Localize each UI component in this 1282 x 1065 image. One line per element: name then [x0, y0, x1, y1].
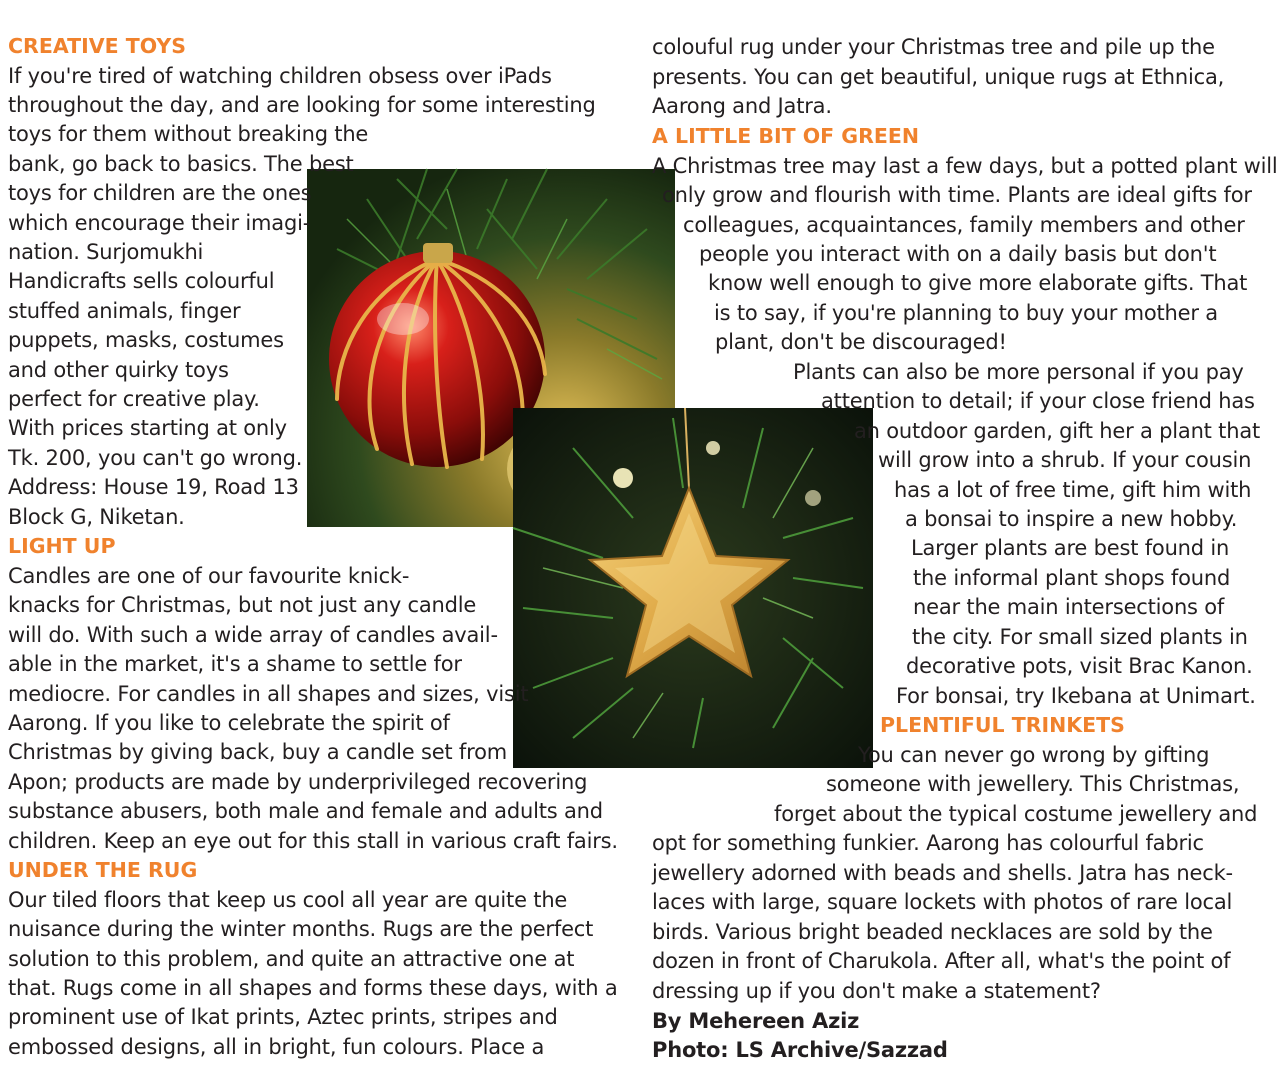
text-line: is to say, if you're planning to buy your mother a [714, 301, 1218, 325]
text-line: solution to this problem, and quite an attractive one at [8, 947, 575, 971]
text-line: has a lot of free time, gift him with [894, 478, 1252, 502]
text-line: With prices starting at only [8, 416, 287, 440]
text-line: nuisance during the winter months. Rugs are the perfect [8, 917, 594, 941]
text-line: near the main intersections of [913, 595, 1225, 619]
text-line: knacks for Christmas, but not just any candle [8, 593, 477, 617]
heading-plentiful-trinkets: PLENTIFUL TRINKETS [880, 713, 1125, 737]
text-line: dozen in front of Charukola. After all, what's the point of [652, 949, 1231, 973]
text-line: A Christmas tree may last a few days, but a potted plant will [652, 154, 1278, 178]
text-line: colouful rug under your Christmas tree and pile up the [652, 35, 1215, 59]
text-line: only grow and flourish with time. Plants are ideal gifts for [662, 183, 1252, 207]
text-line: Christmas by giving back, buy a candle set from [8, 740, 507, 764]
text-line: colleagues, acquaintances, family members and other [683, 213, 1245, 237]
text-line: bank, go back to basics. The best [8, 152, 354, 176]
text-line: able in the market, it's a shame to settle for [8, 652, 462, 676]
heading-light-up: LIGHT UP [8, 534, 116, 558]
text-line: will do. With such a wide array of candles avail- [8, 623, 498, 647]
text-line: stuffed animals, finger [8, 299, 241, 323]
text-line: If you're tired of watching children obsess over iPads [8, 64, 552, 88]
text-line: You can never go wrong by gifting [858, 743, 1210, 767]
text-line: Larger plants are best found in [911, 536, 1230, 560]
text-line: presents. You can get beautiful, unique rugs at Ethnica, [652, 65, 1225, 89]
text-line: jewellery adorned with beads and shells. Jatra has neck- [652, 861, 1233, 885]
text-line: prominent use of Ikat prints, Aztec prints, stripes and [8, 1005, 558, 1029]
text-line: perfect for creative play. [8, 387, 260, 411]
text-line: children. Keep an eye out for this stall in various craft fairs. [8, 829, 618, 853]
text-line: Plants can also be more personal if you pay [793, 360, 1244, 384]
gold-star-photo [513, 408, 873, 768]
text-line: a bonsai to inspire a new hobby. [905, 507, 1238, 531]
text-line: and other quirky toys [8, 358, 229, 382]
text-line: Address: House 19, Road 13 [8, 475, 299, 499]
text-line: Handicrafts sells colourful [8, 269, 275, 293]
text-line: know well enough to give more elaborate gifts. That [708, 271, 1248, 295]
text-line: decorative pots, visit Brac Kanon. [906, 654, 1253, 678]
text-line: forget about the typical costume jewellery and [774, 802, 1258, 826]
text-line: For bonsai, try Ikebana at Unimart. [896, 684, 1256, 708]
text-line: Aarong. If you like to celebrate the spirit of [8, 711, 450, 735]
text-line: embossed designs, all in bright, fun colours. Place a [8, 1035, 545, 1059]
text-line: mediocre. For candles in all shapes and sizes, visit [8, 682, 529, 706]
text-line: puppets, masks, costumes [8, 328, 284, 352]
heading-creative-toys: CREATIVE TOYS [8, 34, 187, 58]
text-line: Our tiled floors that keep us cool all year are quite the [8, 888, 568, 912]
text-line: an outdoor garden, gift her a plant that [854, 419, 1261, 443]
text-line: Apon; products are made by underprivileged recovering [8, 770, 588, 794]
byline: By Mehereen Aziz [652, 1009, 860, 1033]
text-line: toys for children are the ones [8, 181, 312, 205]
text-line: opt for something funkier. Aarong has colourful fabric [652, 831, 1204, 855]
text-line: throughout the day, and are looking for some interesting [8, 93, 596, 117]
text-line: laces with large, square lockets with photos of rare local [652, 890, 1233, 914]
text-line: the city. For small sized plants in [912, 625, 1248, 649]
heading-under-the-rug: UNDER THE RUG [8, 858, 198, 882]
text-line: nation. Surjomukhi [8, 240, 204, 264]
text-line: Candles are one of our favourite knick- [8, 564, 410, 588]
text-line: substance abusers, both male and female and adults and [8, 799, 603, 823]
text-line: Tk. 200, you can't go wrong. [8, 446, 303, 470]
text-line: toys for them without breaking the [8, 122, 369, 146]
text-line: someone with jewellery. This Christmas, [826, 772, 1240, 796]
text-line: dressing up if you don't make a statement? [652, 979, 1101, 1003]
text-line: birds. Various bright beaded necklaces are sold by the [652, 920, 1213, 944]
text-line: people you interact with on a daily basis but don't [699, 242, 1217, 266]
text-line: Aarong and Jatra. [652, 94, 832, 118]
text-line: will grow into a shrub. If your cousin [878, 448, 1252, 472]
text-line: that. Rugs come in all shapes and forms these days, with a [8, 976, 618, 1000]
photo-credit: Photo: LS Archive/Sazzad [652, 1038, 948, 1062]
text-line: Block G, Niketan. [8, 505, 185, 529]
text-line: which encourage their imagi- [8, 211, 311, 235]
heading-a-little-bit-of-green: A LITTLE BIT OF GREEN [652, 124, 920, 148]
text-line: plant, don't be discouraged! [715, 330, 1007, 354]
text-line: attention to detail; if your close friend has [821, 389, 1255, 413]
text-line: the informal plant shops found [913, 566, 1231, 590]
